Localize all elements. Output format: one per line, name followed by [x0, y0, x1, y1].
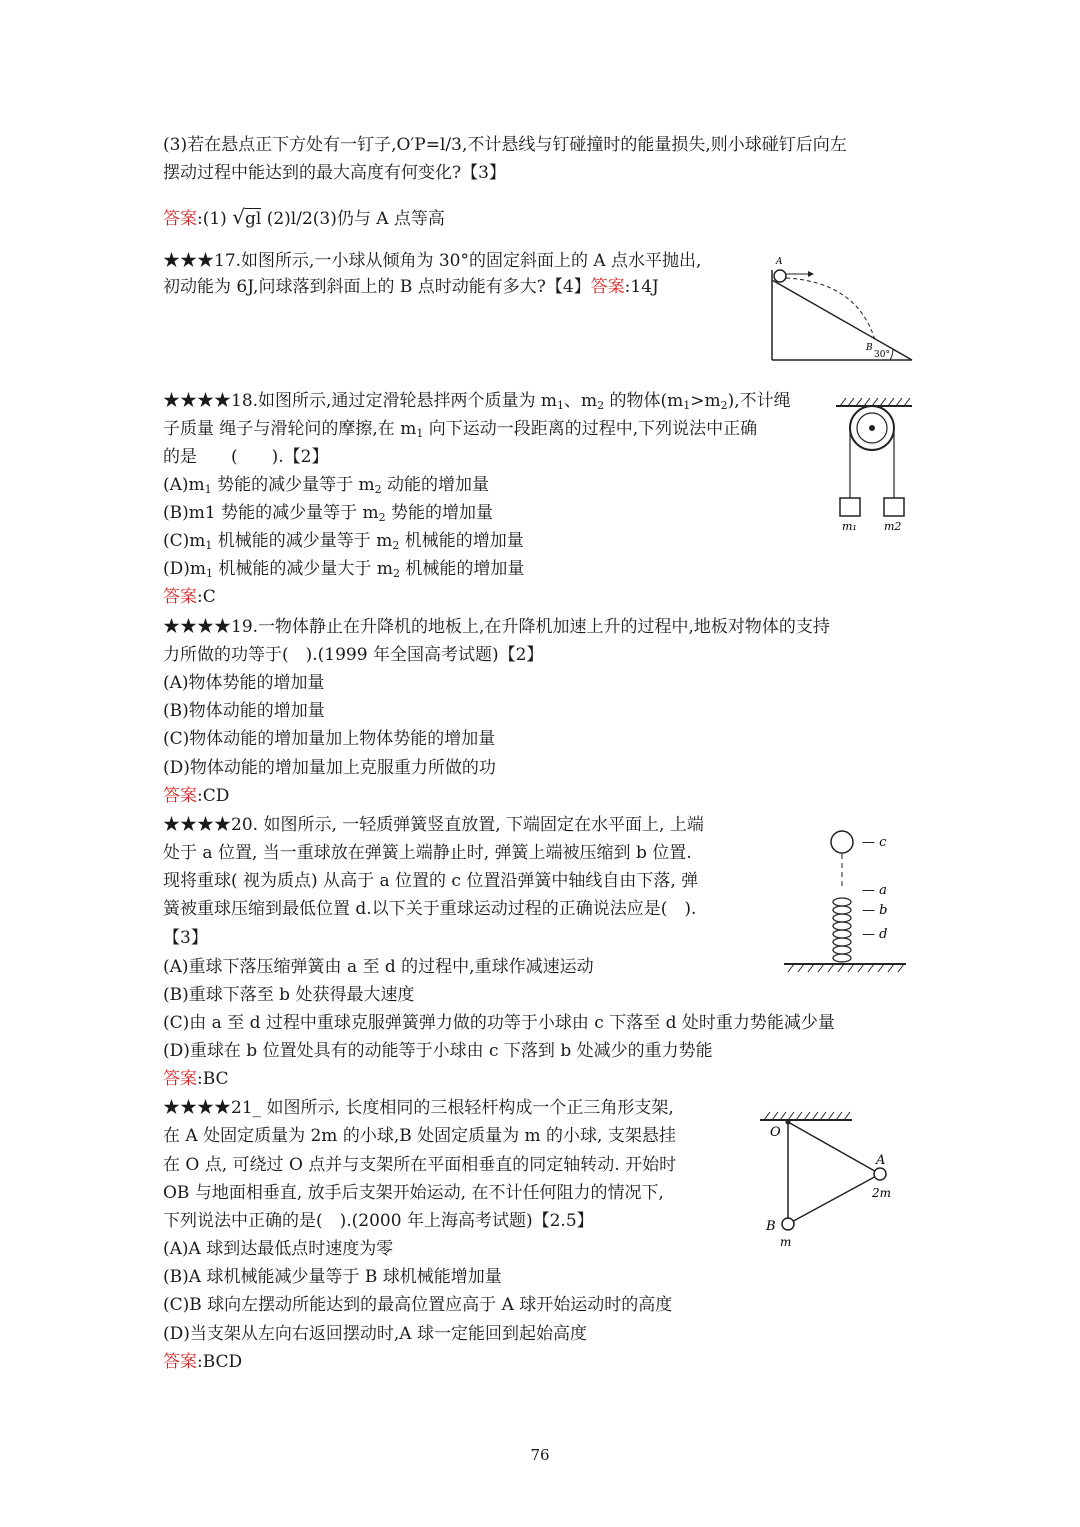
q17-line-1: ★★★17.如图所示,一小球从倾角为 30°的固定斜面上的 A 点水平抛出, — [163, 251, 702, 271]
point-a-label: A — [776, 257, 783, 267]
q19-option-d: (D)物体动能的增加量加上克服重力所做的功 — [163, 758, 496, 778]
subscript: 2 — [392, 567, 400, 580]
subscript: 2 — [597, 399, 605, 412]
ground-hatch — [788, 964, 904, 972]
sqrt-sign: √ — [232, 205, 245, 229]
option-text: (B)m1 势能的减少量等于 m — [163, 503, 379, 523]
answer-label: 答案 — [163, 1352, 197, 1372]
answer-label: 答案 — [590, 277, 625, 297]
angle-arc — [890, 350, 893, 360]
label-b: — b — [862, 903, 888, 918]
q18-line-1-text: ★★★★18.如图所示,通过定滑轮悬拌两个质量为 m — [163, 391, 557, 411]
point-b-label: B — [866, 343, 873, 353]
q21-line-1: ★★★★21_ 如图所示, 长度相同的三根轻杆构成一个正三角形支架, — [163, 1098, 674, 1118]
pivot-o-icon — [786, 1120, 791, 1125]
option-text: (C)m — [163, 531, 206, 551]
q18-line-1-end: 的物体(m — [604, 391, 684, 411]
option-text: 动能的增加量 — [381, 475, 490, 495]
answer-value: :14J — [624, 277, 659, 297]
ball-b-icon — [782, 1218, 794, 1230]
answer-value: :BC — [197, 1069, 229, 1089]
answer-label: 答案 — [163, 786, 197, 806]
angle-label: 30° — [874, 350, 890, 360]
label-o: O — [770, 1125, 781, 1140]
q16-answer — [163, 206, 445, 230]
q21-option-c: (C)B 球向左摆动所能达到的最高位置应高于 A 球开始运动时的高度 — [163, 1295, 673, 1315]
rod-ab — [788, 1174, 880, 1224]
q21-line-5: 下列说法中正确的是( ).(2000 年上海高考试题)【2.5】 — [163, 1211, 594, 1231]
option-text: (A)m — [163, 475, 205, 495]
q20-line-5: 【3】 — [163, 928, 208, 948]
option-text: 势能的减少量等于 m — [211, 475, 375, 495]
q20-line-2: 处于 a 位置, 当一重球放在弹簧上端静止时, 弹簧上端被压缩到 b 位置. — [163, 843, 692, 863]
q19-option-c: (C)物体动能的增加量加上物体势能的增加量 — [163, 729, 496, 749]
q20-option-d: (D)重球在 b 位置处具有的动能等于小球由 c 下落到 b 处减少的重力势能 — [163, 1041, 713, 1061]
answer-label: 答案 — [163, 587, 197, 607]
answer-label: 答案 — [163, 1069, 197, 1089]
subscript: 2 — [378, 511, 386, 524]
q21-line-3: 在 O 点, 可绕过 O 点并与支架所在平面相垂直的同定轴转动. 开始时 — [163, 1155, 677, 1175]
q20-answer — [163, 1068, 229, 1090]
q20-line-4: 簧被重球压缩到最低位置 d.以下关于重球运动过程的正确说法应是( ). — [163, 899, 697, 919]
q18-option-d — [163, 558, 524, 580]
arrow-head-icon — [808, 271, 814, 277]
spring-figure — [780, 826, 910, 976]
pulley-figure — [832, 390, 916, 534]
ceiling-hatch — [764, 1112, 850, 1120]
q18-line-1-end: >m — [690, 391, 721, 411]
page-number: 76 — [530, 1446, 550, 1464]
q18-option-b — [163, 502, 493, 524]
q20-option-b: (B)重球下落至 b 处获得最大速度 — [163, 985, 415, 1005]
answer-label: 答案 — [163, 209, 197, 229]
sqrt-radicand: gl — [244, 209, 262, 229]
subscript: 2 — [720, 399, 728, 412]
subscript: 1 — [683, 399, 691, 412]
q21-line-4: OB 与地面相垂直, 放手后支架开始运动, 在不计任何阻力的情况下, — [163, 1183, 664, 1203]
q16-line-2: 摆动过程中能达到的最大高度有何变化?【3】 — [163, 163, 506, 183]
q18-line-2 — [163, 418, 757, 440]
q21-option-d: (D)当支架从左向右返回摆动时,A 球一定能回到起始高度 — [163, 1324, 587, 1344]
answer-value: :BCD — [197, 1352, 243, 1372]
option-text: 势能的增加量 — [385, 503, 494, 523]
option-text: 机械能的减少量大于 m — [213, 559, 393, 579]
mass-m1-block — [840, 498, 860, 516]
label-m: m — [780, 1235, 792, 1249]
q18-line-1-mid: 、m — [563, 391, 598, 411]
label-c: — c — [862, 835, 887, 850]
answer-value: :CD — [197, 786, 230, 806]
incline-slope — [772, 280, 912, 360]
ball-icon — [774, 270, 786, 282]
pulley-axle — [869, 425, 875, 431]
q19-option-a: (A)物体势能的增加量 — [163, 673, 325, 693]
ceiling-hatch — [840, 398, 910, 406]
q19-line-1: ★★★★19.一物体静止在升降机的地板上,在升降机加速上升的过程中,地板对物体的支持 — [163, 617, 830, 637]
subscript: 1 — [204, 483, 212, 496]
label-m1: m₁ — [842, 520, 857, 533]
label-d: — d — [862, 927, 888, 942]
label-a: — a — [862, 883, 887, 898]
label-b: B — [766, 1219, 776, 1234]
label-a: A — [876, 1153, 886, 1168]
q18-line-3: 的是 ( ).【2】 — [163, 447, 329, 467]
option-text: 机械能的减少量等于 m — [212, 531, 393, 551]
q16-line-1: (3)若在悬点正下方处有一钉子,O′P=l/3,不计悬线与钉碰撞时的能量损失,则小球碰钉后向左 — [163, 135, 847, 155]
q17-question: 初动能为 6J,问球落到斜面上的 B 点时动能有多大?【4】 — [163, 277, 591, 297]
incline-figure — [762, 252, 918, 366]
subscript: 1 — [206, 567, 214, 580]
answer-part-2: (2)l/2(3)仍与 A 点等高 — [266, 209, 445, 229]
subscript: 1 — [205, 539, 213, 552]
q19-line-2: 力所做的功等于( ).(1999 年全国高考试题)【2】 — [163, 645, 544, 665]
q18-answer — [163, 586, 216, 608]
q20-line-3: 现将重球( 视为质点) 从高于 a 位置的 c 位置沿弹簧中轴线自由下落, 弹 — [163, 871, 699, 891]
answer-part-1: :(1) — [197, 209, 227, 229]
q21-line-2: 在 A 处固定质量为 2m 的小球,B 处固定质量为 m 的小球, 支架悬挂 — [163, 1126, 676, 1146]
subscript: 1 — [556, 399, 564, 412]
q18-line-2-text: 子质量 绳子与滑轮问的摩擦,在 m — [163, 419, 417, 439]
q17-line-2 — [163, 276, 659, 298]
q20-option-a: (A)重球下落压缩弹簧由 a 至 d 的过程中,重球作减速运动 — [163, 957, 594, 977]
triangle-frame-figure — [756, 1106, 906, 1252]
q20-line-1: ★★★★20. 如图所示, 一轻质弹簧竖直放置, 下端固定在水平面上, 上端 — [163, 815, 704, 835]
q18-line-1-end: ),不计绳 — [727, 391, 791, 411]
label-2m: 2m — [872, 1186, 892, 1200]
ball-a-icon — [874, 1168, 886, 1180]
rod-oa — [788, 1122, 880, 1174]
option-text: 机械能的增加量 — [399, 559, 525, 579]
subscript: 1 — [416, 427, 424, 440]
q21-option-a: (A)A 球到达最低点时速度为零 — [163, 1239, 394, 1259]
answer-value: :C — [197, 587, 216, 607]
subscript: 2 — [374, 483, 382, 496]
ball-icon — [831, 831, 853, 853]
q18-option-c — [163, 530, 524, 552]
option-text: 机械能的增加量 — [399, 531, 524, 551]
option-text: (D)m — [163, 559, 207, 579]
q18-line-1 — [163, 390, 791, 412]
q19-option-b: (B)物体动能的增加量 — [163, 701, 325, 721]
mass-m2-block — [884, 498, 904, 516]
subscript: 2 — [392, 539, 400, 552]
q18-option-a — [163, 474, 489, 496]
spring-coil — [833, 898, 851, 962]
q21-answer — [163, 1351, 242, 1373]
q19-answer — [163, 785, 229, 807]
label-m2: m2 — [884, 520, 902, 533]
q20-option-c: (C)由 a 至 d 过程中重球克服弹簧弹力做的功等于小球由 c 下落至 d 处时重力势能减少量 — [163, 1013, 835, 1033]
q21-option-b: (B)A 球机械能减少量等于 B 球机械能增加量 — [163, 1267, 502, 1287]
q18-line-2-end: 向下运动一段距离的过程中,下列说法中正确 — [423, 419, 758, 439]
